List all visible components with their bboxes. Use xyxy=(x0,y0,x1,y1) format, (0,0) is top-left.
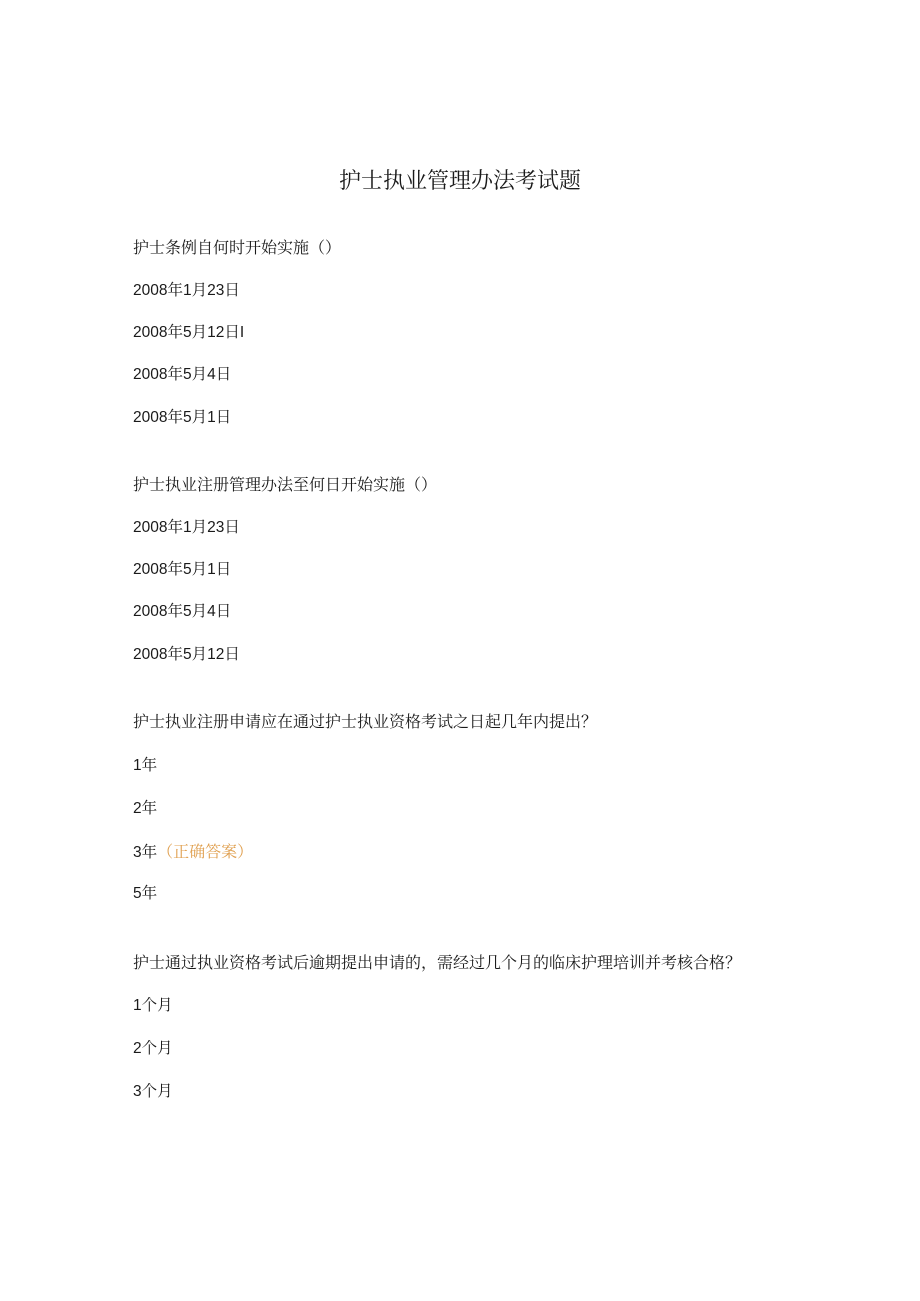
question-2-option-b: 2008年5月1日 xyxy=(133,561,232,578)
question-1-option-d: 2008年5月1日 xyxy=(133,409,232,426)
question-1-option-b: 2008年5月12日I xyxy=(133,324,245,341)
question-4-option-b: 2个月 xyxy=(133,1040,173,1057)
question-1-option-c: 2008年5月4日 xyxy=(133,366,232,383)
question-3-text: 护士执业注册申请应在通过护士执业资格考试之日起几年内提出？ xyxy=(133,712,598,731)
question-2-text: 护士执业注册管理办法至何日开始实施（） xyxy=(133,475,438,494)
question-3-option-a: 1年 xyxy=(133,757,158,774)
question-3-option-c-text: 3年 xyxy=(133,844,158,861)
question-3-option-b: 2年 xyxy=(133,800,158,817)
question-4-text: 护士通过执业资格考试后逾期提出申请的，需经过几个月的临床护理培训并考核合格？ xyxy=(133,953,742,972)
question-2-option-d: 2008年5月12日 xyxy=(133,646,240,663)
correct-answer-mark: （正确答案） xyxy=(157,842,254,861)
question-3-option-c xyxy=(133,840,253,865)
question-1-text: 护士条例自何时开始实施（） xyxy=(133,238,342,257)
question-2-option-a: 2008年1月23日 xyxy=(133,519,240,536)
question-4-option-a: 1个月 xyxy=(133,997,173,1014)
question-2-option-c: 2008年5月4日 xyxy=(133,603,232,620)
document-title: 护士执业管理办法考试题 xyxy=(338,169,581,194)
question-3-option-d: 5年 xyxy=(133,885,158,902)
question-4-option-c: 3个月 xyxy=(133,1083,173,1100)
question-1-option-a: 2008年1月23日 xyxy=(133,282,240,299)
